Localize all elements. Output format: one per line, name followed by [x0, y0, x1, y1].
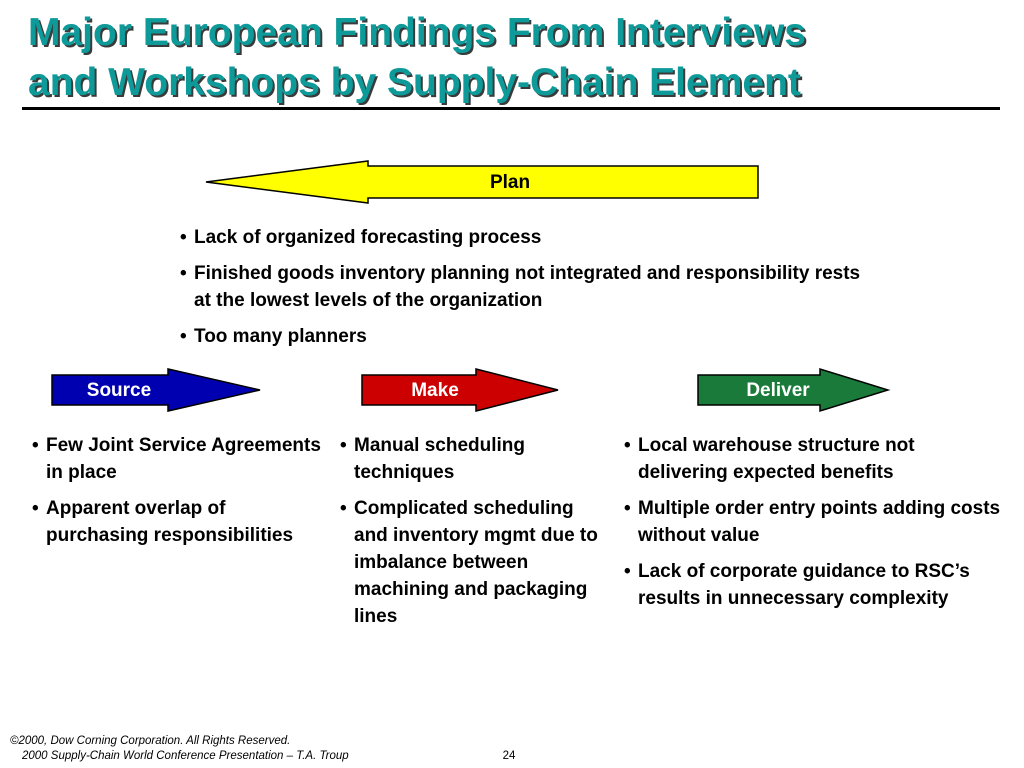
presentation-credit: 2000 Supply-Chain World Conference Presentation – T.A. Troup	[22, 750, 349, 762]
source-finding: • Apparent overlap of purchasing responsibilities	[32, 495, 322, 549]
plan-finding: • Too many planners	[180, 323, 880, 350]
plan-finding: • Finished goods inventory planning not integrated and responsibility rests at the lowest levels of the organization	[180, 260, 880, 314]
page-number: 24	[502, 750, 516, 762]
copyright-notice: ©2000, Dow Corning Corporation. All Rights Reserved.	[10, 735, 291, 747]
title-line-2: and Workshops by Supply-Chain Element	[28, 61, 801, 104]
make-label: Make	[411, 380, 459, 401]
plan-finding: • Lack of organized forecasting process	[180, 224, 880, 251]
make-finding: • Complicated scheduling and inventory mgmt due to imbalance between machining and packaging lines	[340, 495, 600, 630]
deliver-finding: • Multiple order entry points adding costs without value	[624, 495, 1004, 549]
plan-findings-list	[180, 224, 880, 359]
deliver-finding: • Lack of corporate guidance to RSC’s results in unnecessary complexity	[624, 558, 1004, 612]
source-findings-list	[32, 432, 322, 558]
source-finding: • Few Joint Service Agreements in place	[32, 432, 322, 486]
title-line-1: Major European Findings From Interviews	[28, 11, 806, 54]
footer	[10, 734, 470, 764]
plan-label: Plan	[489, 172, 531, 193]
deliver-finding: • Local warehouse structure not delivering expected benefits	[624, 432, 1004, 486]
make-findings-list	[340, 432, 600, 639]
make-finding: • Manual scheduling techniques	[340, 432, 600, 486]
deliver-label: Deliver	[746, 380, 810, 401]
deliver-findings-list	[624, 432, 1004, 621]
source-label: Source	[86, 380, 152, 401]
